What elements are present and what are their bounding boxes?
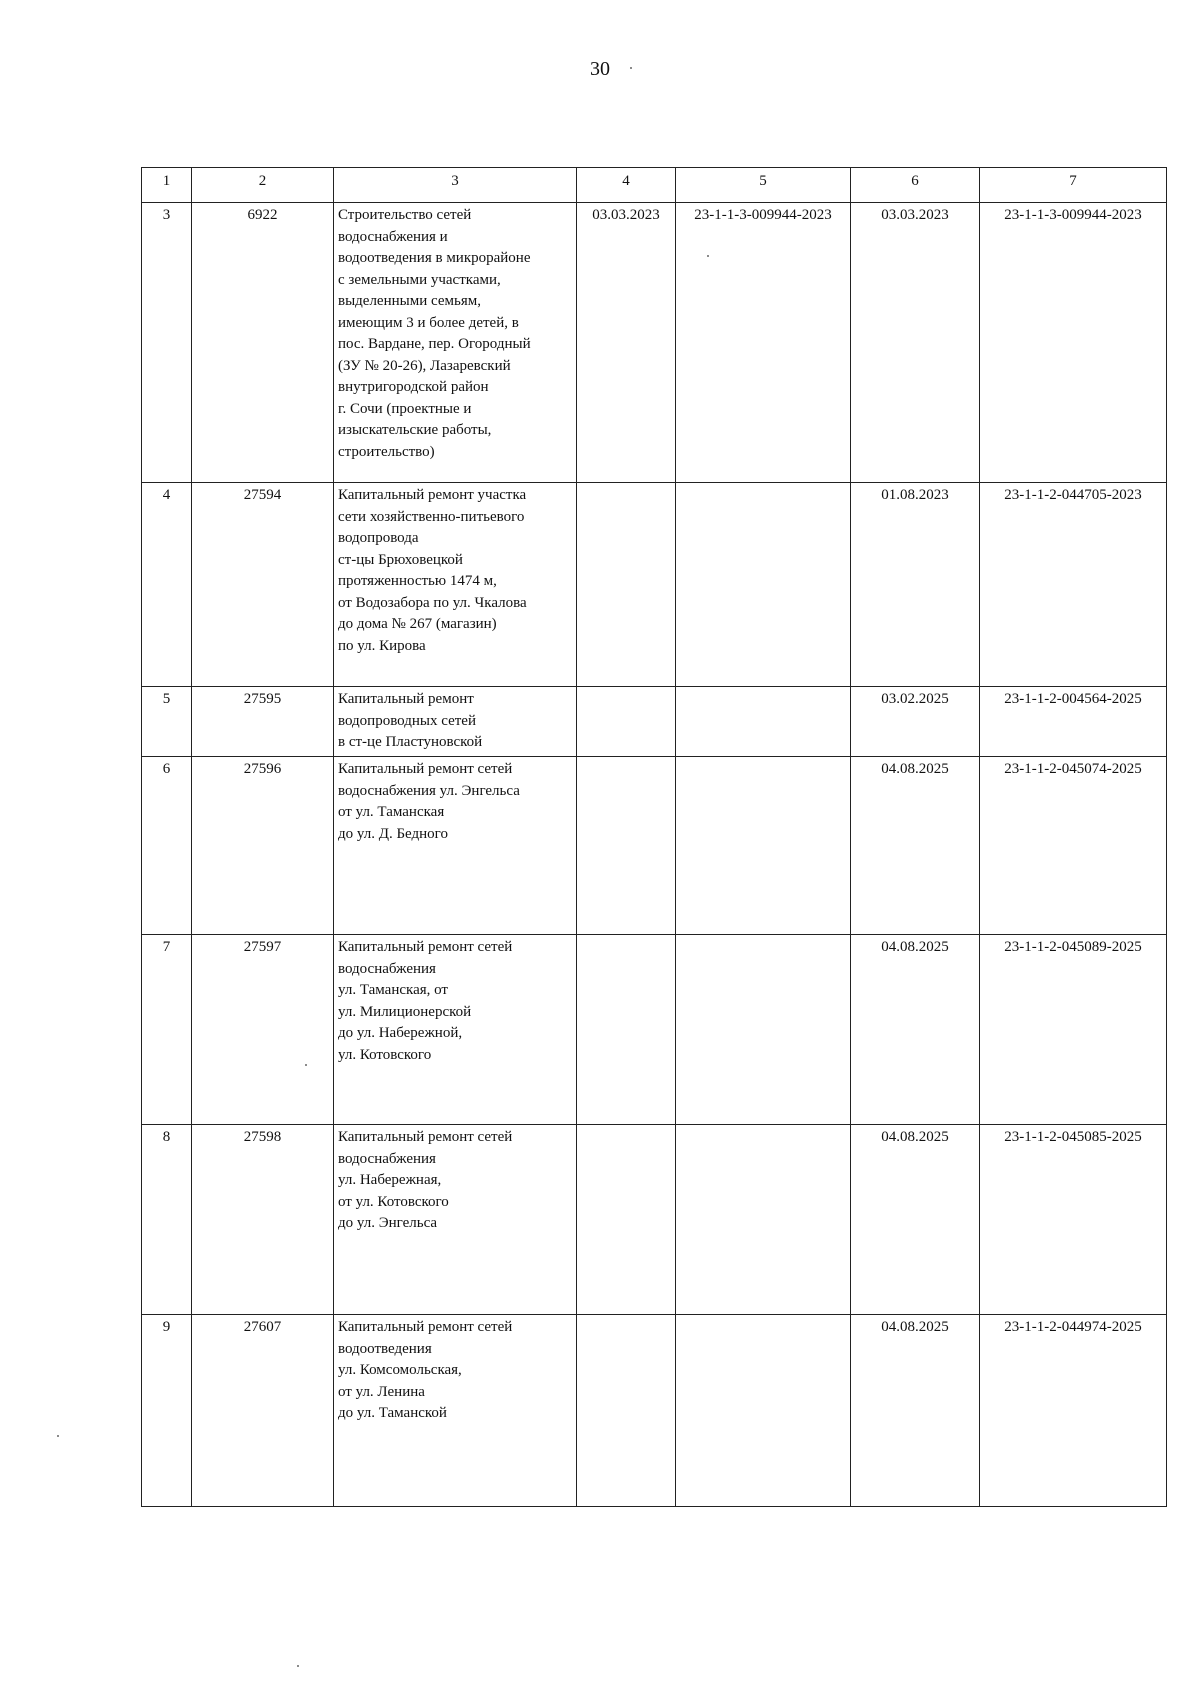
object-id: 27607	[192, 1315, 334, 1507]
object-name: Капитальный ремонт сетей водоснабжения ул. Таманская, от ул. Милиционерской до ул. Набережной, ул. Котовского	[334, 935, 577, 1125]
date-column-4	[577, 483, 676, 687]
column-number-row	[142, 168, 1167, 203]
column-header: 1	[142, 168, 192, 203]
row-number: 9	[142, 1315, 192, 1507]
date-column-6: 03.02.2025	[851, 687, 980, 757]
code-column-7: 23-1-1-2-045089-2025	[980, 935, 1167, 1125]
object-id: 27598	[192, 1125, 334, 1315]
date-column-6: 04.08.2025	[851, 1315, 980, 1507]
object-name: Строительство сетей водоснабжения и водоотведения в микрорайоне с земельными участками, выделенными семьям, имеющим 3 и более детей, в пос. Вардане, пер. Огородный (ЗУ № 20-26), Лазаревский внутригородской район г. Сочи (проектные и изыскательские работы, строительство)	[334, 203, 577, 483]
date-column-6: 03.03.2023	[851, 203, 980, 483]
date-column-6: 04.08.2025	[851, 757, 980, 935]
row-number: 5	[142, 687, 192, 757]
table-row	[142, 483, 1167, 687]
date-column-4	[577, 1125, 676, 1315]
code-column-7: 23-1-1-2-045085-2025	[980, 1125, 1167, 1315]
row-number: 8	[142, 1125, 192, 1315]
table-row	[142, 935, 1167, 1125]
page-number: 30	[590, 58, 610, 80]
code-column-5	[676, 483, 851, 687]
date-column-4	[577, 757, 676, 935]
column-header: 7	[980, 168, 1167, 203]
object-id: 27596	[192, 757, 334, 935]
object-id: 27597	[192, 935, 334, 1125]
code-column-7: 23-1-1-2-045074-2025	[980, 757, 1167, 935]
object-id: 27594	[192, 483, 334, 687]
code-column-5: 23-1-1-3-009944-2023	[676, 203, 851, 483]
code-column-5	[676, 935, 851, 1125]
date-column-4	[577, 687, 676, 757]
date-column-6: 01.08.2023	[851, 483, 980, 687]
code-column-5	[676, 1315, 851, 1507]
code-column-5	[676, 1125, 851, 1315]
date-column-4	[577, 935, 676, 1125]
date-column-6: 04.08.2025	[851, 935, 980, 1125]
object-name: Капитальный ремонт сетей водоснабжения ул. Набережная, от ул. Котовского до ул. Энгельса	[334, 1125, 577, 1315]
object-id: 6922	[192, 203, 334, 483]
date-column-4	[577, 1315, 676, 1507]
row-number: 7	[142, 935, 192, 1125]
table-row	[142, 757, 1167, 935]
registry-table	[141, 167, 1167, 1507]
date-column-4: 03.03.2023	[577, 203, 676, 483]
scan-speck	[297, 1665, 299, 1667]
code-column-7: 23-1-1-2-044705-2023	[980, 483, 1167, 687]
object-name: Капитальный ремонт сетей водоснабжения ул. Энгельса от ул. Таманская до ул. Д. Бедного	[334, 757, 577, 935]
row-number: 4	[142, 483, 192, 687]
table-row	[142, 1315, 1167, 1507]
row-number: 3	[142, 203, 192, 483]
column-header: 3	[334, 168, 577, 203]
code-column-5	[676, 687, 851, 757]
code-column-7: 23-1-1-2-004564-2025	[980, 687, 1167, 757]
object-name: Капитальный ремонт сетей водоотведения ул. Комсомольская, от ул. Ленина до ул. Таманской	[334, 1315, 577, 1507]
column-header: 6	[851, 168, 980, 203]
column-header: 2	[192, 168, 334, 203]
scan-speck	[57, 1435, 59, 1437]
code-column-7: 23-1-1-3-009944-2023	[980, 203, 1167, 483]
scan-speck	[630, 67, 632, 69]
column-header: 5	[676, 168, 851, 203]
table-row	[142, 1125, 1167, 1315]
object-name: Капитальный ремонт участка сети хозяйственно-питьевого водопровода ст-цы Брюховецкой протяженностью 1474 м, от Водозабора по ул. Чкалова до дома № 267 (магазин) по ул. Кирова	[334, 483, 577, 687]
scan-speck	[305, 1064, 307, 1066]
code-column-5	[676, 757, 851, 935]
row-number: 6	[142, 757, 192, 935]
object-name: Капитальный ремонт водопроводных сетей в ст-це Пластуновской	[334, 687, 577, 757]
object-id: 27595	[192, 687, 334, 757]
date-column-6: 04.08.2025	[851, 1125, 980, 1315]
table-row	[142, 203, 1167, 483]
scan-speck	[707, 255, 709, 257]
code-column-7: 23-1-1-2-044974-2025	[980, 1315, 1167, 1507]
column-header: 4	[577, 168, 676, 203]
table-row	[142, 687, 1167, 757]
